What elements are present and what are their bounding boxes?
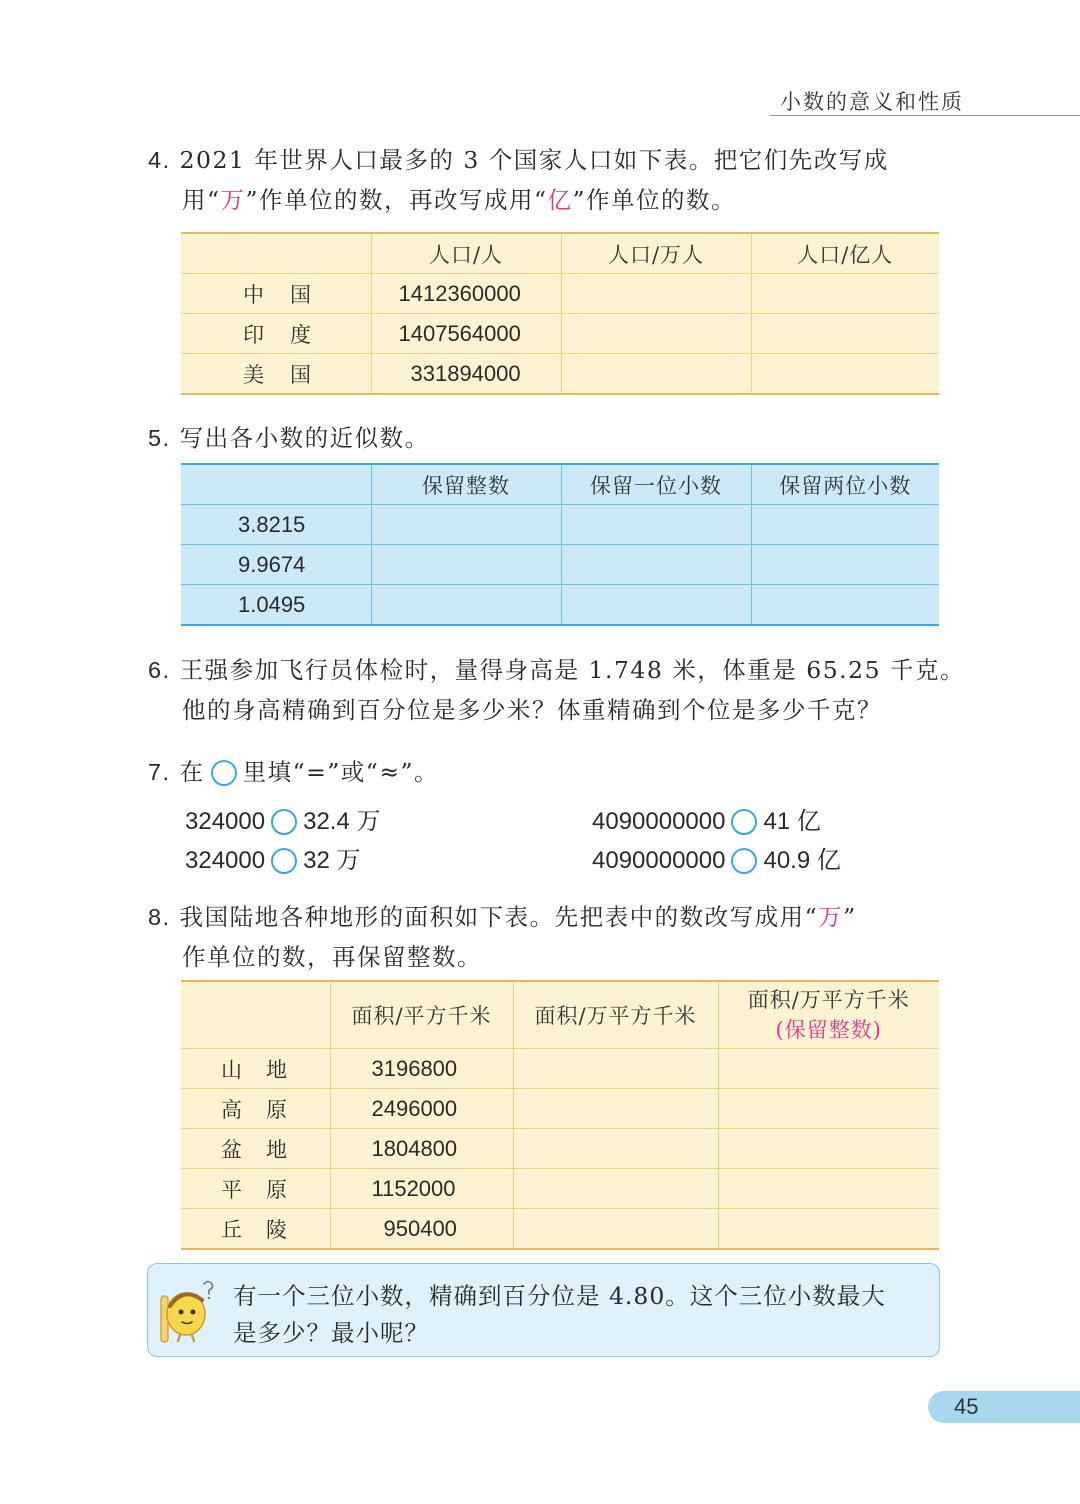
question-number: 4. [148, 147, 171, 173]
question-text: 2021 年世界人口最多的 3 个国家人口如下表。把它们先改写成 [170, 146, 889, 174]
row-label: 美国 [181, 354, 371, 395]
answer-circle[interactable] [271, 848, 297, 874]
answer-cell[interactable] [561, 585, 751, 626]
thinking-mascot-icon [156, 1274, 216, 1344]
answer-cell[interactable] [561, 274, 751, 314]
table-header-row [181, 233, 939, 274]
chapter-title: 小数的意义和性质 [780, 90, 964, 114]
question-text: 写出各小数的近似数。 [170, 424, 430, 452]
question-6 [148, 650, 965, 730]
header-cell: 人口/万人 [561, 233, 751, 274]
circle-icon [211, 760, 237, 786]
header-note: (保留整数) [775, 1018, 882, 1042]
population-table [181, 232, 939, 395]
table-header-row [181, 981, 939, 1049]
answer-cell[interactable] [718, 1129, 939, 1169]
answer-cell[interactable] [751, 505, 939, 545]
table-row [181, 274, 939, 314]
answer-cell[interactable] [371, 585, 561, 626]
row-label: 印度 [181, 314, 371, 354]
header-cell: 保留两位小数 [751, 464, 939, 505]
row-label: 山地 [181, 1049, 330, 1089]
question-text: 王强参加飞行员体检时，量得身高是 1.748 米，体重是 65.25 千克。 [170, 656, 966, 684]
page-number: 45 [954, 1394, 979, 1419]
population-value: 1412360000 [371, 274, 561, 314]
area-value: 1804800 [330, 1129, 513, 1169]
row-label: 中国 [181, 274, 371, 314]
comparison-item: 4090000000 40.9 亿 [592, 847, 841, 874]
thinking-tip-box [147, 1263, 940, 1357]
answer-cell[interactable] [513, 1089, 718, 1129]
answer-cell[interactable] [751, 545, 939, 585]
table-row [181, 1169, 939, 1209]
row-label: 盆地 [181, 1129, 330, 1169]
answer-cell[interactable] [371, 545, 561, 585]
answer-cell[interactable] [718, 1049, 939, 1089]
answer-cell[interactable] [751, 585, 939, 626]
area-value: 2496000 [330, 1089, 513, 1129]
question-number: 7. [148, 759, 171, 785]
answer-cell[interactable] [561, 545, 751, 585]
answer-cell[interactable] [513, 1169, 718, 1209]
question-number: 6. [148, 657, 171, 683]
table-header-row [181, 464, 939, 505]
header-cell: 保留一位小数 [561, 464, 751, 505]
decimal-value: 3.8215 [181, 505, 371, 545]
row-label: 丘陵 [181, 1209, 330, 1250]
question-text-line2: 他的身高精确到百分位是多少米？体重精确到个位是多少千克？ [182, 696, 882, 724]
answer-cell[interactable] [561, 354, 751, 395]
table-row [181, 1209, 939, 1250]
header-cell: 保留整数 [371, 464, 561, 505]
question-8: 8. 我国陆地各种地形的面积如下表。先把表中的数改写成用“万” 作单位的数，再保留整数。 [148, 897, 857, 977]
table-row [181, 545, 939, 585]
header-cell: 面积/平方千米 [330, 981, 513, 1049]
row-label: 高原 [181, 1089, 330, 1129]
answer-cell[interactable] [718, 1209, 939, 1250]
table-row [181, 1049, 939, 1089]
unit-wan: 万 [220, 186, 246, 214]
table-row [181, 1129, 939, 1169]
answer-cell[interactable] [751, 354, 939, 395]
answer-cell[interactable] [751, 314, 939, 354]
header-cell: 人口/人 [371, 233, 561, 274]
answer-cell[interactable] [513, 1209, 718, 1250]
approximation-table [181, 463, 939, 626]
table-row [181, 1089, 939, 1129]
population-value: 1407564000 [371, 314, 561, 354]
table-row [181, 505, 939, 545]
question-7: 7. 在 里填“=”或“≈”。 [148, 758, 440, 786]
page-number-tab [928, 1391, 1080, 1423]
decimal-value: 9.9674 [181, 545, 371, 585]
area-value: 950400 [330, 1209, 513, 1250]
answer-cell[interactable] [751, 274, 939, 314]
answer-cell[interactable] [561, 505, 751, 545]
question-number: 8. [148, 904, 171, 930]
table-row [181, 354, 939, 395]
answer-cell[interactable] [513, 1129, 718, 1169]
unit-yi: 亿 [547, 186, 573, 214]
comparison-item: 324000 32 万 [185, 847, 361, 874]
question-text-line2: 用“万”作单位的数，再改写成用“亿”作单位的数。 [182, 186, 737, 214]
unit-wan: 万 [818, 903, 844, 931]
answer-cell[interactable] [561, 314, 751, 354]
answer-circle[interactable] [731, 809, 757, 835]
question-4 [148, 140, 889, 220]
question-5 [148, 418, 430, 458]
terrain-area-table [181, 980, 939, 1250]
answer-circle[interactable] [271, 809, 297, 835]
question-text-line2: 作单位的数，再保留整数。 [182, 943, 482, 971]
chapter-header [770, 88, 1080, 116]
row-label: 平原 [181, 1169, 330, 1209]
answer-circle[interactable] [731, 848, 757, 874]
answer-cell[interactable] [371, 505, 561, 545]
comparison-item: 324000 32.4 万 [185, 808, 381, 835]
answer-cell[interactable] [513, 1049, 718, 1089]
header-cell: 面积/万平方千米 [513, 981, 718, 1049]
population-value: 331894000 [371, 354, 561, 395]
area-value: 3196800 [330, 1049, 513, 1089]
table-row [181, 314, 939, 354]
header-cell: 人口/亿人 [751, 233, 939, 274]
comparison-item: 4090000000 41 亿 [592, 808, 821, 835]
tip-text: 有一个三位小数，精确到百分位是 4.80。这个三位小数最大 是多少？最小呢？ [233, 1282, 886, 1347]
decimal-value: 1.0495 [181, 585, 371, 626]
area-value: 1152000 [330, 1169, 513, 1209]
question-number: 5. [148, 425, 171, 451]
answer-cell[interactable] [718, 1169, 939, 1209]
answer-cell[interactable] [718, 1089, 939, 1129]
header-cell: 面积/万平方千米 (保留整数) [718, 981, 939, 1049]
table-row [181, 585, 939, 626]
